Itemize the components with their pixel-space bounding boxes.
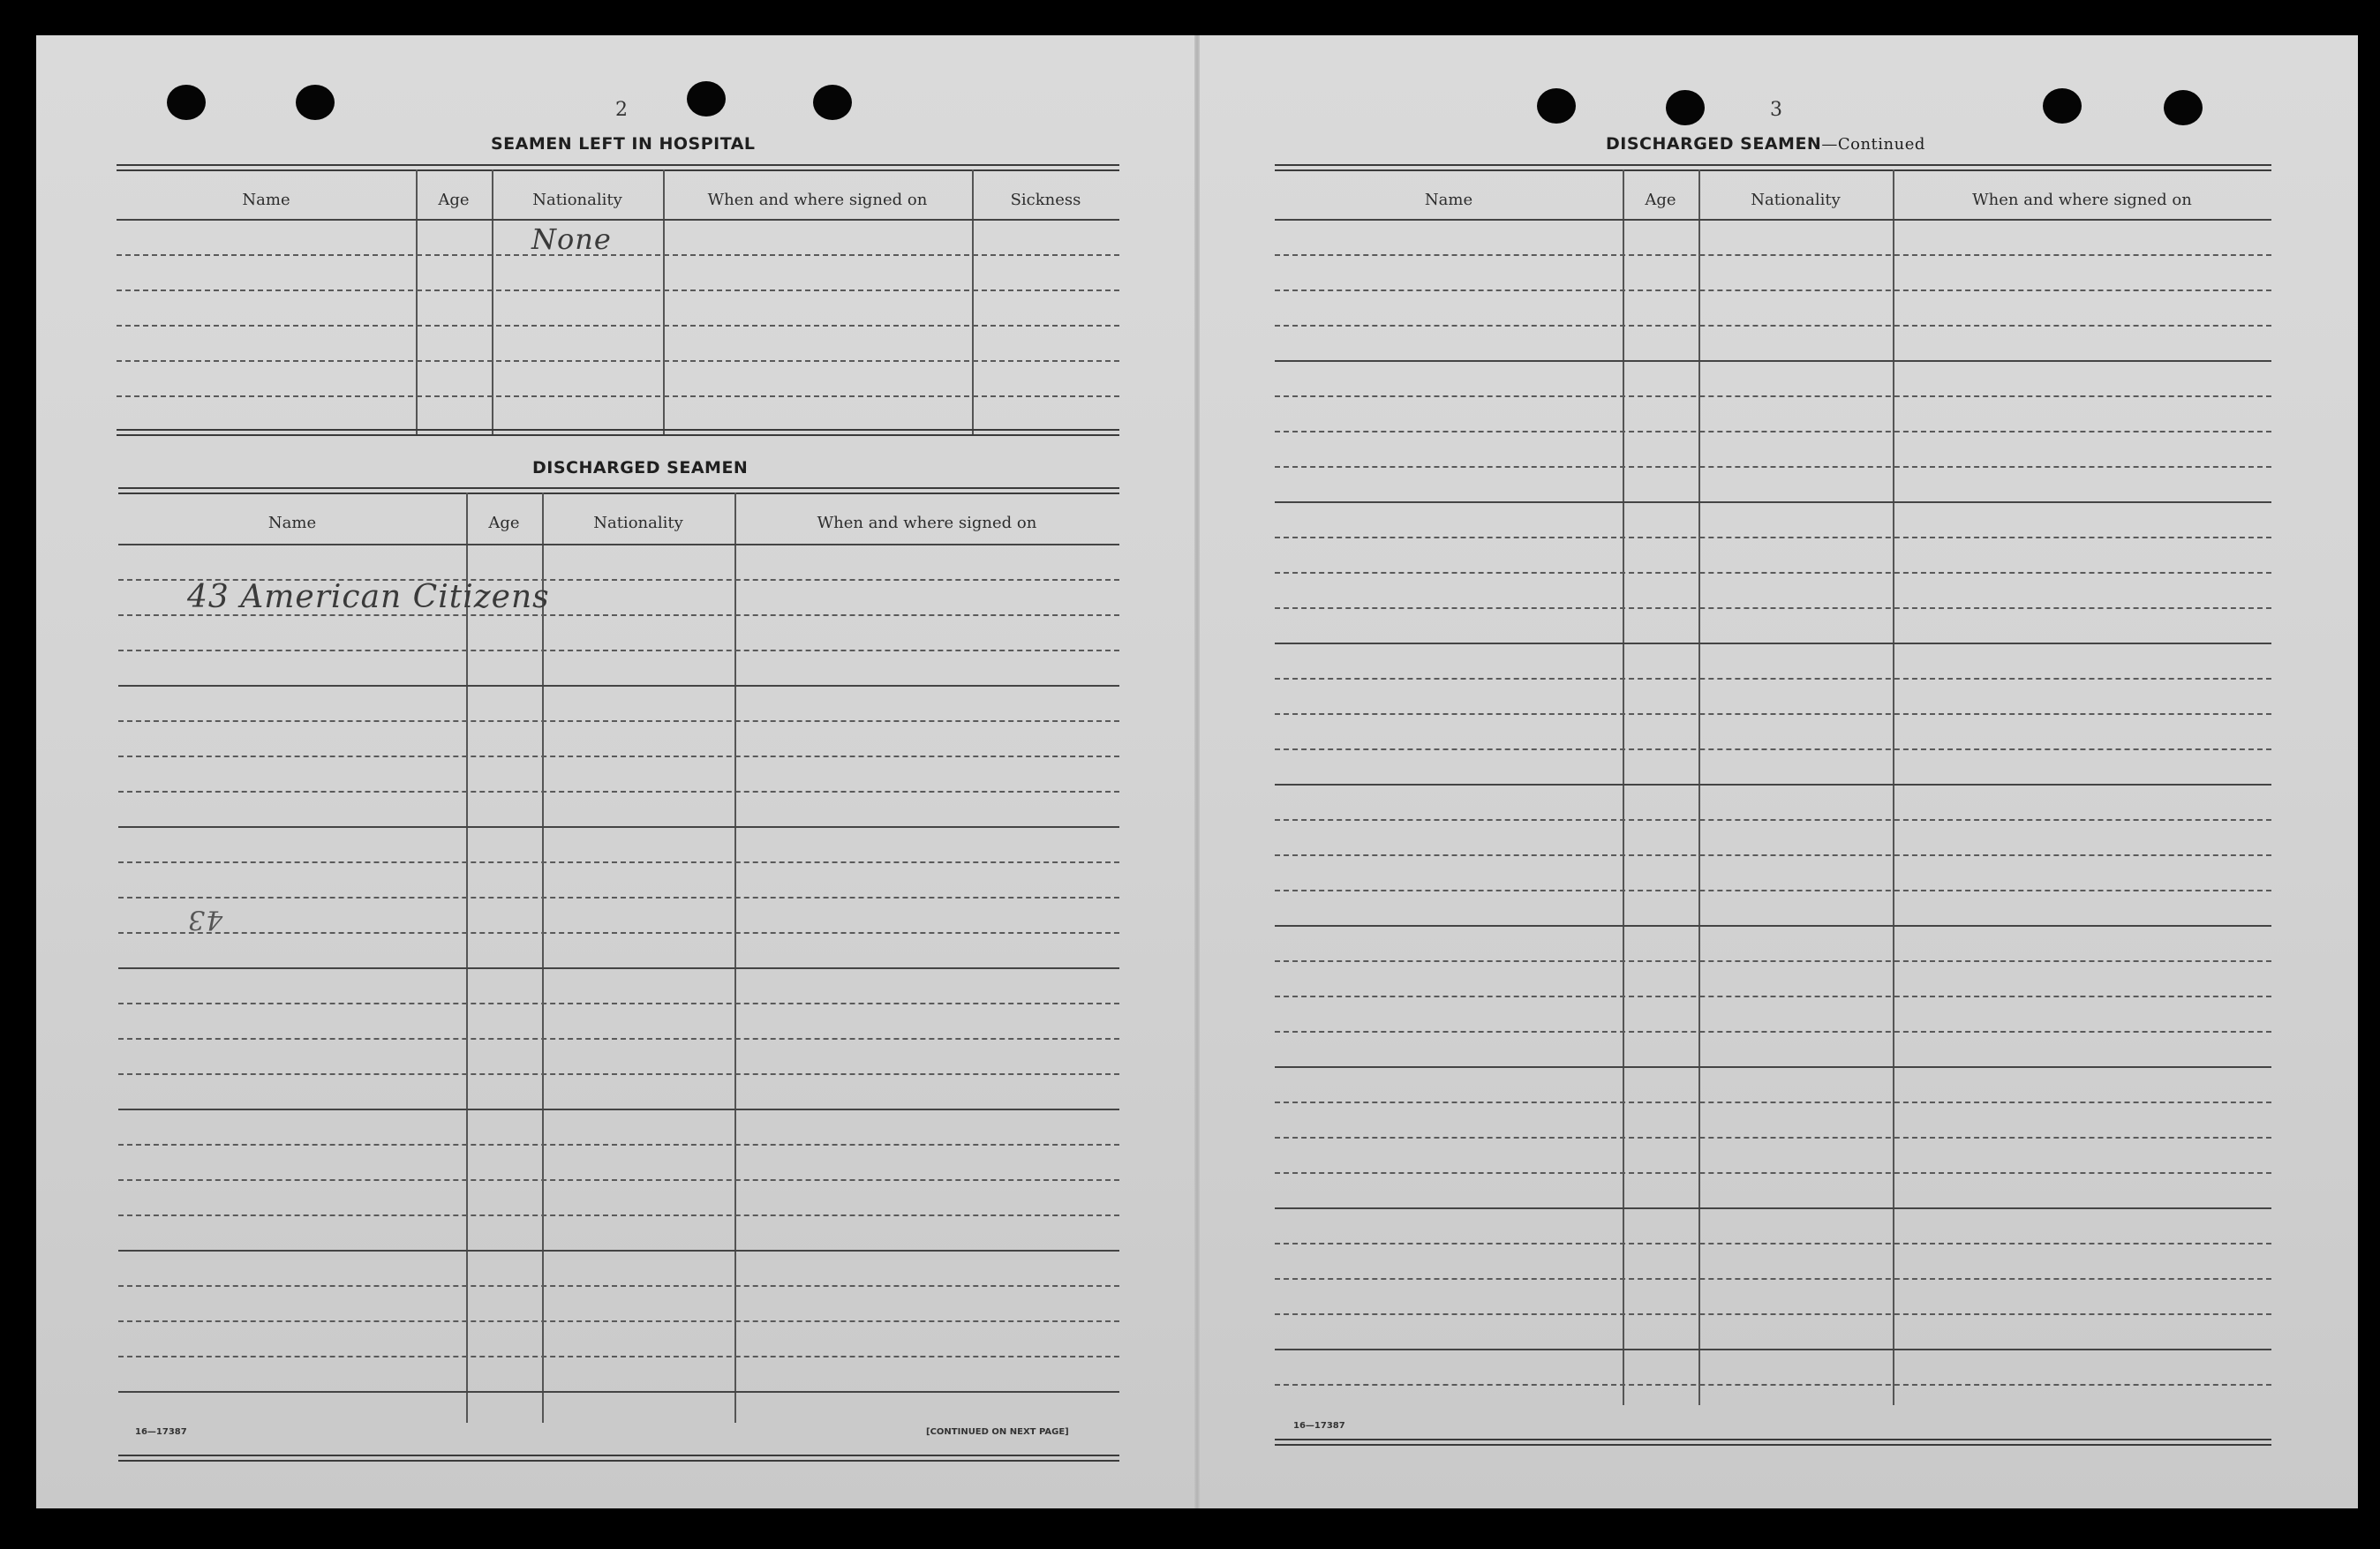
col-header-nationality: Nationality [1751,191,1841,209]
table-row-line [118,1109,1119,1110]
table-row-line [1275,431,2271,432]
table-row-line [1275,1384,2271,1386]
handwritten-entry: 43 American Citizens [187,579,550,615]
page-number-left: 2 [615,99,628,121]
table-row-line [1275,254,2271,256]
continued-note: [CONTINUED ON NEXT PAGE] [926,1427,1069,1437]
table-row-line [1275,1137,2271,1139]
table-row-line [1275,1066,2271,1068]
table-row-line [118,720,1119,722]
punch-hole [296,85,335,120]
table-row-line [1275,678,2271,680]
discharged-table-title: DISCHARGED SEAMEN [532,458,749,477]
table-row-line [1275,996,2271,997]
table-row-line [118,1073,1119,1075]
table-row-line [118,1038,1119,1040]
table-row-line [118,650,1119,651]
table-row-line [1275,537,2271,538]
table-row-line [1275,1278,2271,1280]
col-header-when-where: When and where signed on [1972,191,2192,209]
document-sheet [36,35,2358,1508]
table-row-line [118,861,1119,863]
table-row-line [1275,395,2271,397]
table-row-line [118,685,1119,687]
table-row-line [118,967,1119,969]
table-row-line [118,1214,1119,1216]
table-row-line [1275,854,2271,856]
table-row-line [118,1144,1119,1146]
discharged-seamen-continued-table [1275,164,2271,1453]
table-row-line [1275,1207,2271,1209]
col-header-sickness: Sickness [1010,191,1081,209]
discharged-continued-title [1606,134,1925,154]
table-row-line [1275,925,2271,927]
table-row-line [118,897,1119,899]
punch-hole [1666,90,1705,125]
margin-note: 43 [187,904,223,935]
punch-hole [1537,88,1576,124]
center-fold [1194,35,1200,1508]
punch-hole [687,81,726,117]
punch-hole [167,85,206,120]
table-row-line [118,791,1119,793]
table-row-line [1275,1349,2271,1350]
col-header-name: Name [242,191,290,209]
table-row-line [1275,607,2271,609]
table-row-line [1275,890,2271,891]
table-row-line [118,1391,1119,1393]
col-header-name: Name [1424,191,1473,209]
table-row-line [1275,960,2271,962]
table-row-line [1275,466,2271,468]
table-row-line [1275,1243,2271,1244]
table-row-line [118,1356,1119,1357]
table-row-line [1275,1172,2271,1174]
table-row-line [118,1285,1119,1287]
punch-hole [2164,90,2203,125]
table-row-line [1275,1102,2271,1103]
table-row-line [1275,1031,2271,1033]
table-row-line [118,1320,1119,1322]
table-row-line [1275,572,2271,574]
col-header-age: Age [438,191,470,209]
handwritten-none: None [531,222,612,256]
discharged-seamen-table [118,487,1119,1458]
table-row-line [1275,713,2271,715]
table-row-line [118,826,1119,828]
hospital-table [117,164,1119,473]
table-row-line [118,756,1119,757]
col-header-age: Age [1645,191,1676,209]
table-row-line [1275,289,2271,291]
table-row-line [1275,360,2271,362]
col-header-nationality: Nationality [593,514,683,532]
title-text: DISCHARGED SEAMEN [1606,134,1822,154]
punch-hole [2043,88,2082,124]
table-row-line [1275,748,2271,750]
form-number-left: 16—17387 [135,1427,187,1437]
punch-hole [813,85,852,120]
table-row-line [118,1250,1119,1252]
table-row-line [1275,784,2271,786]
table-row-line [1275,819,2271,821]
page-number-right: 3 [1770,99,1782,121]
table-row-line [1275,325,2271,327]
form-number-right: 16—17387 [1293,1421,1345,1431]
table-row-line [118,1179,1119,1181]
title-suffix: —Continued [1821,135,1925,154]
table-row-line [1275,501,2271,503]
table-row-line [118,1003,1119,1004]
table-row-line [118,932,1119,934]
col-header-name: Name [267,514,317,532]
col-header-age: Age [488,514,520,532]
col-header-when-where: When and where signed on [817,514,1037,532]
table-row-line [1275,1313,2271,1315]
hospital-table-title: SEAMEN LEFT IN HOSPITAL [491,134,756,154]
col-header-when-where: When and where signed on [707,191,928,209]
table-row-line [1275,643,2271,644]
col-header-nationality: Nationality [532,191,622,209]
